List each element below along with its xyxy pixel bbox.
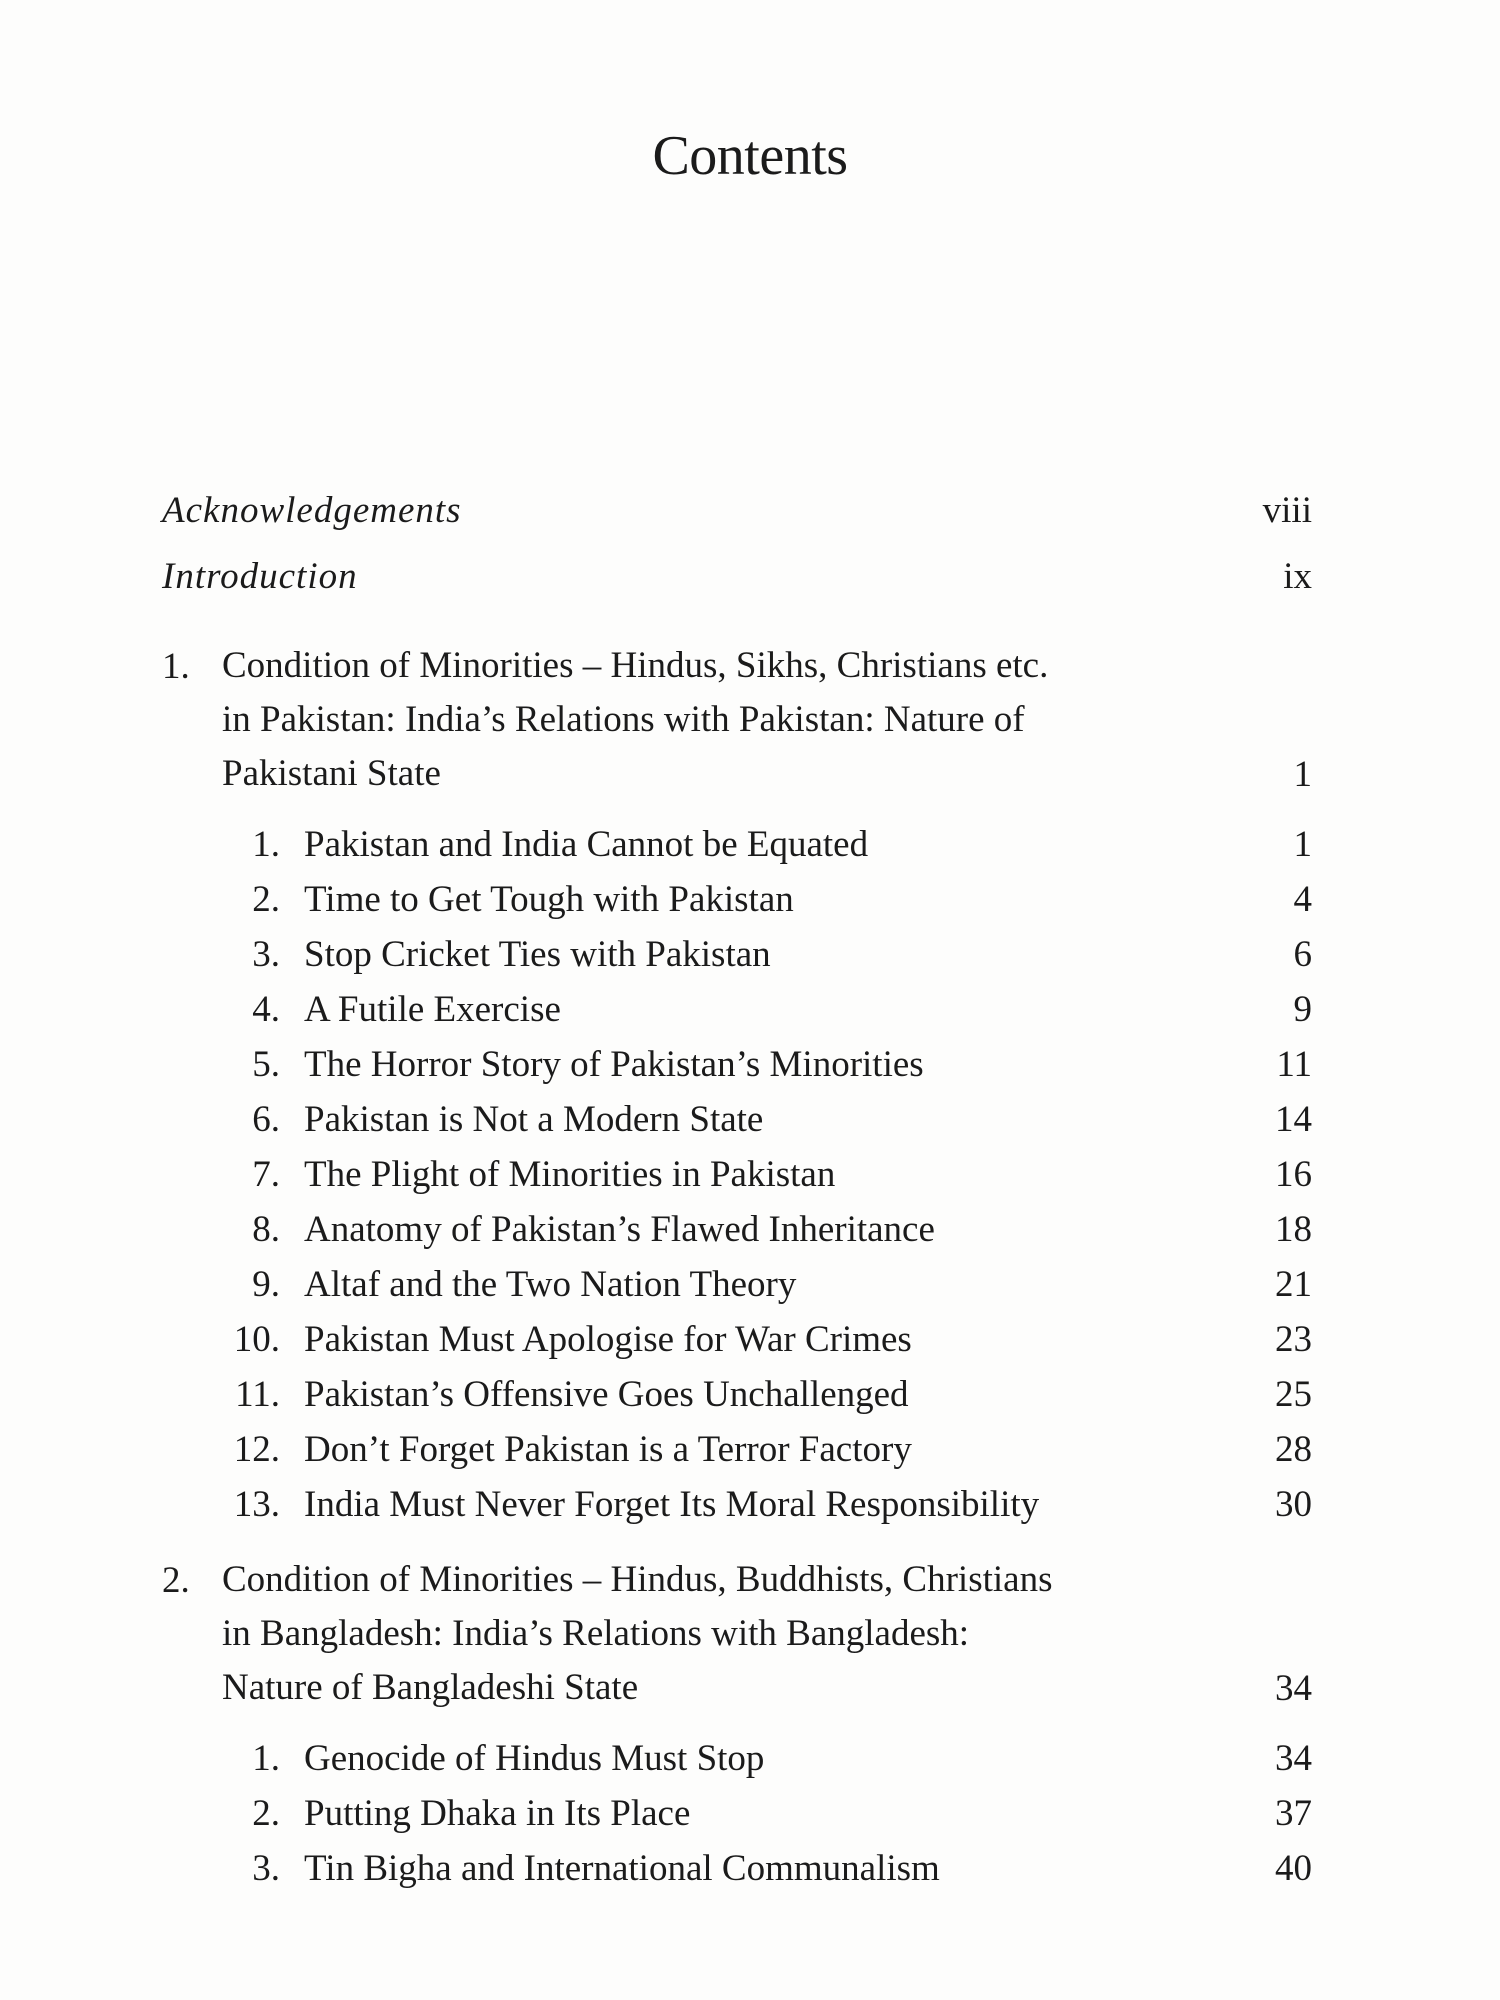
section-page-number: 30	[1275, 1484, 1312, 1525]
section-title: Pakistan Must Apologise for War Crimes	[304, 1319, 912, 1360]
chapter-title-line-1: Condition of Minorities – Hindus, Sikhs, Christians etc.	[222, 645, 1049, 686]
chapter-title-line-2: in Bangladesh: India’s Relations with Bangladesh:	[222, 1613, 970, 1654]
section-title: Pakistan is Not a Modern State	[304, 1099, 764, 1140]
section-title: The Plight of Minorities in Pakistan	[304, 1154, 836, 1195]
section-title: Genocide of Hindus Must Stop	[304, 1738, 765, 1779]
entry-title: Acknowledgements	[162, 490, 462, 531]
section-page-number: 28	[1275, 1429, 1312, 1470]
section-title: A Futile Exercise	[304, 989, 561, 1030]
section-number: 10.	[233, 1319, 280, 1360]
section-title: The Horror Story of Pakistan’s Minorities	[304, 1044, 924, 1085]
entry-page-number: ix	[1283, 556, 1312, 597]
section-number: 2.	[252, 1793, 280, 1834]
section-number: 13.	[233, 1484, 280, 1525]
section-number: 5.	[252, 1044, 280, 1085]
section-page-number: 4	[1293, 879, 1312, 920]
chapter-number: 2.	[162, 1560, 190, 1601]
section-title: Tin Bigha and International Communalism	[304, 1848, 940, 1889]
section-title: Stop Cricket Ties with Pakistan	[304, 934, 771, 975]
section-page-number: 11	[1276, 1044, 1312, 1085]
section-title: Time to Get Tough with Pakistan	[304, 879, 794, 920]
section-title: Pakistan and India Cannot be Equated	[304, 824, 869, 865]
entry-page-number: viii	[1262, 490, 1312, 531]
section-page-number: 21	[1275, 1264, 1312, 1305]
section-page-number: 14	[1275, 1099, 1312, 1140]
section-number: 3.	[252, 1848, 280, 1889]
section-title: Pakistan’s Offensive Goes Unchallenged	[304, 1374, 909, 1415]
chapter-number: 1.	[162, 646, 190, 687]
chapter-title-line-2: in Pakistan: India’s Relations with Pakistan: Nature of	[222, 699, 1025, 740]
chapter-title-line-3: Pakistani State	[222, 753, 441, 794]
section-page-number: 23	[1275, 1319, 1312, 1360]
section-page-number: 6	[1293, 934, 1312, 975]
section-number: 2.	[252, 879, 280, 920]
page-title: Contents	[652, 125, 848, 187]
section-title: India Must Never Forget Its Moral Responsibility	[304, 1484, 1040, 1525]
section-page-number: 1	[1293, 824, 1312, 865]
section-number: 1.	[252, 1738, 280, 1779]
section-title: Altaf and the Two Nation Theory	[304, 1264, 797, 1305]
section-number: 1.	[252, 824, 280, 865]
section-page-number: 18	[1275, 1209, 1312, 1250]
chapter-title-line-1: Condition of Minorities – Hindus, Buddhists, Christians	[222, 1559, 1053, 1600]
section-number: 7.	[252, 1154, 280, 1195]
section-number: 3.	[252, 934, 280, 975]
chapter-page-number: 34	[1275, 1668, 1312, 1709]
entry-title: Introduction	[162, 556, 358, 597]
chapter-page-number: 1	[1293, 754, 1312, 795]
section-page-number: 40	[1275, 1848, 1312, 1889]
section-number: 9.	[252, 1264, 280, 1305]
section-page-number: 25	[1275, 1374, 1312, 1415]
section-title: Don’t Forget Pakistan is a Terror Factory	[304, 1429, 912, 1470]
section-number: 12.	[233, 1429, 280, 1470]
chapter-title-line-3: Nature of Bangladeshi State	[222, 1667, 639, 1708]
section-number: 4.	[252, 989, 280, 1030]
section-title: Anatomy of Pakistan’s Flawed Inheritance	[304, 1209, 935, 1250]
section-page-number: 9	[1293, 989, 1312, 1030]
section-page-number: 34	[1275, 1738, 1312, 1779]
section-number: 11.	[235, 1374, 280, 1415]
section-number: 8.	[252, 1209, 280, 1250]
section-title: Putting Dhaka in Its Place	[304, 1793, 691, 1834]
section-page-number: 37	[1275, 1793, 1312, 1834]
section-number: 6.	[252, 1099, 280, 1140]
section-page-number: 16	[1275, 1154, 1312, 1195]
